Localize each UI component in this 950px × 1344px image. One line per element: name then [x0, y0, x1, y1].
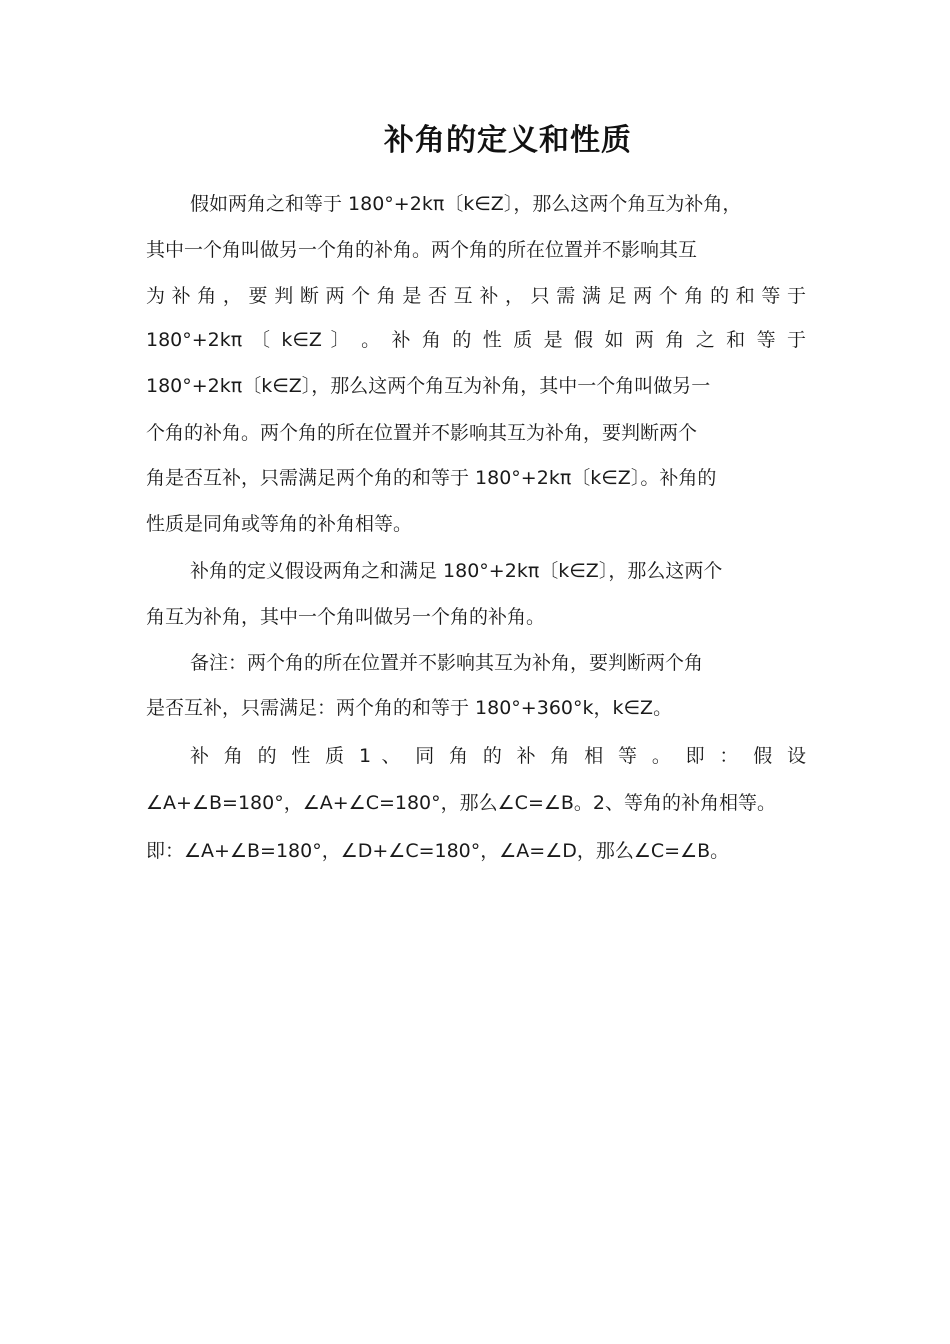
paragraph-1-line-1: 假如两角之和等于 180°+2kπ〔k∈Z〕，那么这两个角互为补角， [190, 193, 742, 215]
paragraph-1-line-7: 角是否互补，只需满足两个角的和等于 180°+2kπ〔k∈Z〕。补角的 [146, 467, 717, 489]
paragraph-1-line-6: 个角的补角。两个角的所在位置并不影响其互为补角，要判断两个 [146, 422, 698, 444]
document-title: 补角的定义和性质 [384, 123, 632, 158]
paragraph-1-line-2: 其中一个角叫做另一个角的补角。两个角的所在位置并不影响其互 [146, 239, 698, 261]
paragraph-1-line-4: 180°+2kπ 〔 k∈Z 〕 。 补 角 的 性 质 是 假 如 两 角 之 和 等 于 [146, 329, 806, 351]
paragraph-1-line-8: 性质是同角或等角的补角相等。 [146, 513, 413, 535]
paragraph-2-line-1: 补角的定义假设两角之和满足 180°+2kπ〔k∈Z〕，那么这两个 [190, 560, 723, 582]
paragraph-4-line-1: 补 角 的 性 质 1 、 同 角 的 补 角 相 等 。 即 ： 假 设 [190, 745, 806, 767]
paragraph-1-line-5: 180°+2kπ〔k∈Z〕，那么这两个角互为补角，其中一个角叫做另一 [146, 375, 711, 397]
paragraph-1-line-3: 为补角，要判断两个角是否互补，只需满足两个角的和等于 [146, 285, 806, 307]
paragraph-3-line-2: 是否互补，只需满足：两个角的和等于 180°+360°k，k∈Z。 [146, 697, 673, 719]
paragraph-4-line-3: 即：∠A+∠B=180°，∠D+∠C=180°，∠A=∠D，那么∠C=∠B。 [146, 840, 730, 862]
paragraph-4-line-2: ∠A+∠B=180°，∠A+∠C=180°，那么∠C=∠B。2、等角的补角相等。 [146, 792, 777, 814]
paragraph-3-line-1: 备注：两个角的所在位置并不影响其互为补角，要判断两个角 [190, 652, 704, 674]
paragraph-2-line-2: 角互为补角，其中一个角叫做另一个角的补角。 [146, 606, 546, 628]
